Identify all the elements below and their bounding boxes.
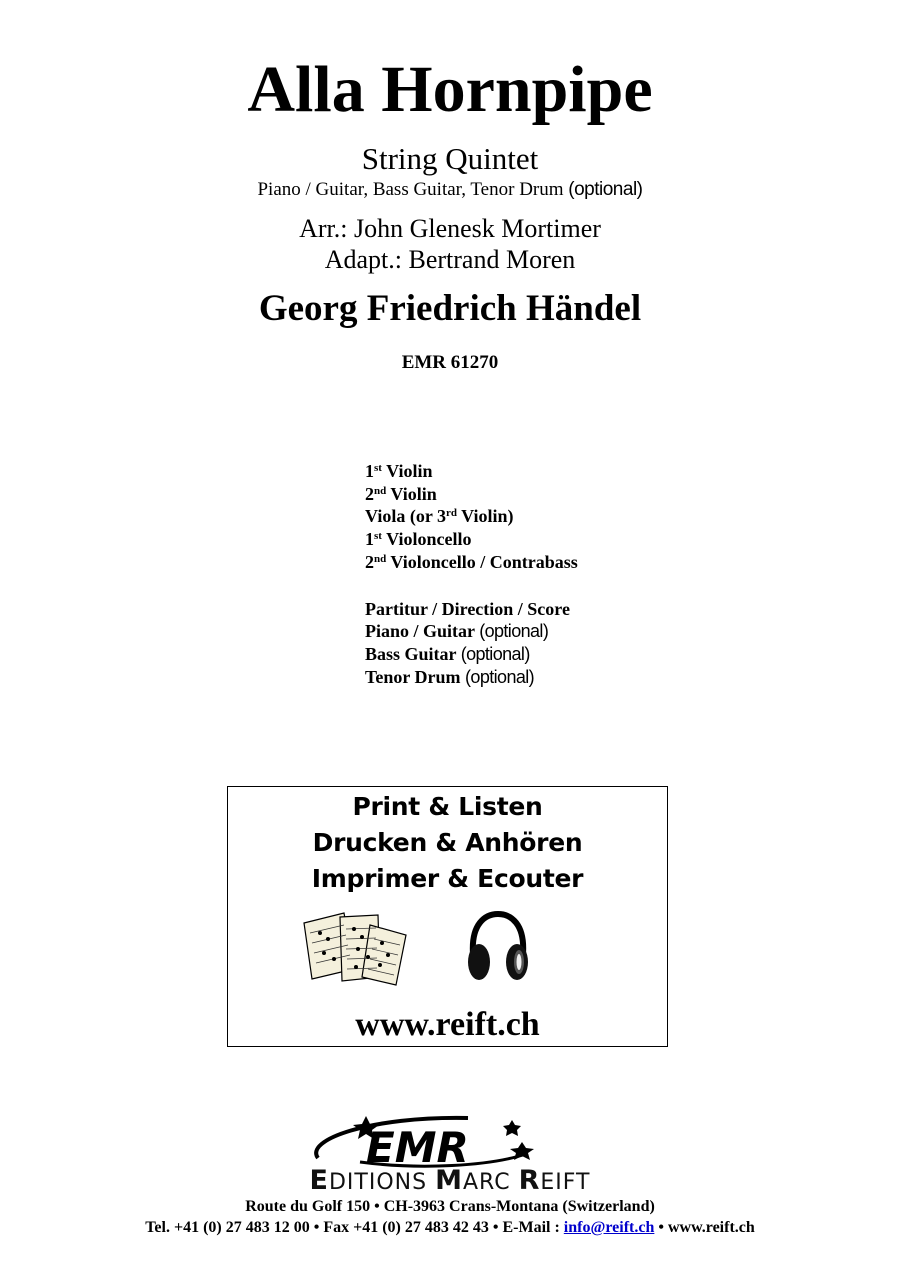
instrumentation-text: Piano / Guitar, Bass Guitar, Tenor Drum — [257, 179, 564, 200]
optional-note: (optional) — [568, 179, 643, 200]
extra-part-item: Partitur / Direction / Score — [365, 598, 570, 619]
composer: Georg Friedrich Händel — [258, 288, 642, 329]
publisher-contact: Tel. +41 (0) 27 483 12 00 • Fax +41 (0) 27 483 42 43 • E-Mail : info@reift.ch • www.reift.ch — [145, 1219, 755, 1236]
emr-logo — [300, 1110, 600, 1170]
adapter: Adapt.: Bertrand Moren — [324, 245, 576, 274]
promo-line-fr: Imprimer & Ecouter — [311, 864, 584, 893]
instrumentation — [0, 178, 900, 202]
extra-part-item: Piano / Guitar (optional) — [365, 621, 549, 642]
promo-url: www.reift.ch — [355, 1006, 540, 1043]
svg-text:EMR: EMR — [366, 1123, 469, 1170]
part-item: 1st Violin — [365, 461, 433, 481]
extra-part-item: Bass Guitar (optional) — [365, 643, 530, 664]
part-item: 2nd Violin — [365, 483, 437, 504]
parts-list — [365, 460, 578, 688]
print-listen-box — [227, 786, 668, 1047]
promo-line-en: Print & Listen — [352, 792, 543, 821]
part-item: 2nd Violoncello / Contrabass — [365, 551, 578, 572]
subtitle: String Quintet — [361, 141, 539, 176]
publisher-address: Route du Golf 150 • CH-3963 Crans-Montana (Switzerland) — [245, 1198, 655, 1215]
catalog-number: EMR 61270 — [401, 352, 499, 373]
headphones-icon — [465, 910, 531, 984]
sheet-music-icon — [300, 909, 412, 987]
arranger: Arr.: John Glenesk Mortimer — [299, 214, 601, 243]
promo-line-de: Drucken & Anhören — [312, 828, 583, 857]
page-title: Alla Hornpipe — [247, 53, 653, 126]
part-item: 1st Violoncello — [365, 529, 472, 550]
part-item: Viola (or 3rd Violin) — [365, 506, 514, 527]
extra-part-item: Tenor Drum (optional) — [365, 666, 535, 687]
email-link[interactable]: info@reift.ch — [563, 1219, 655, 1236]
publisher-name: EDITIONS MARC REIFT — [309, 1165, 591, 1196]
